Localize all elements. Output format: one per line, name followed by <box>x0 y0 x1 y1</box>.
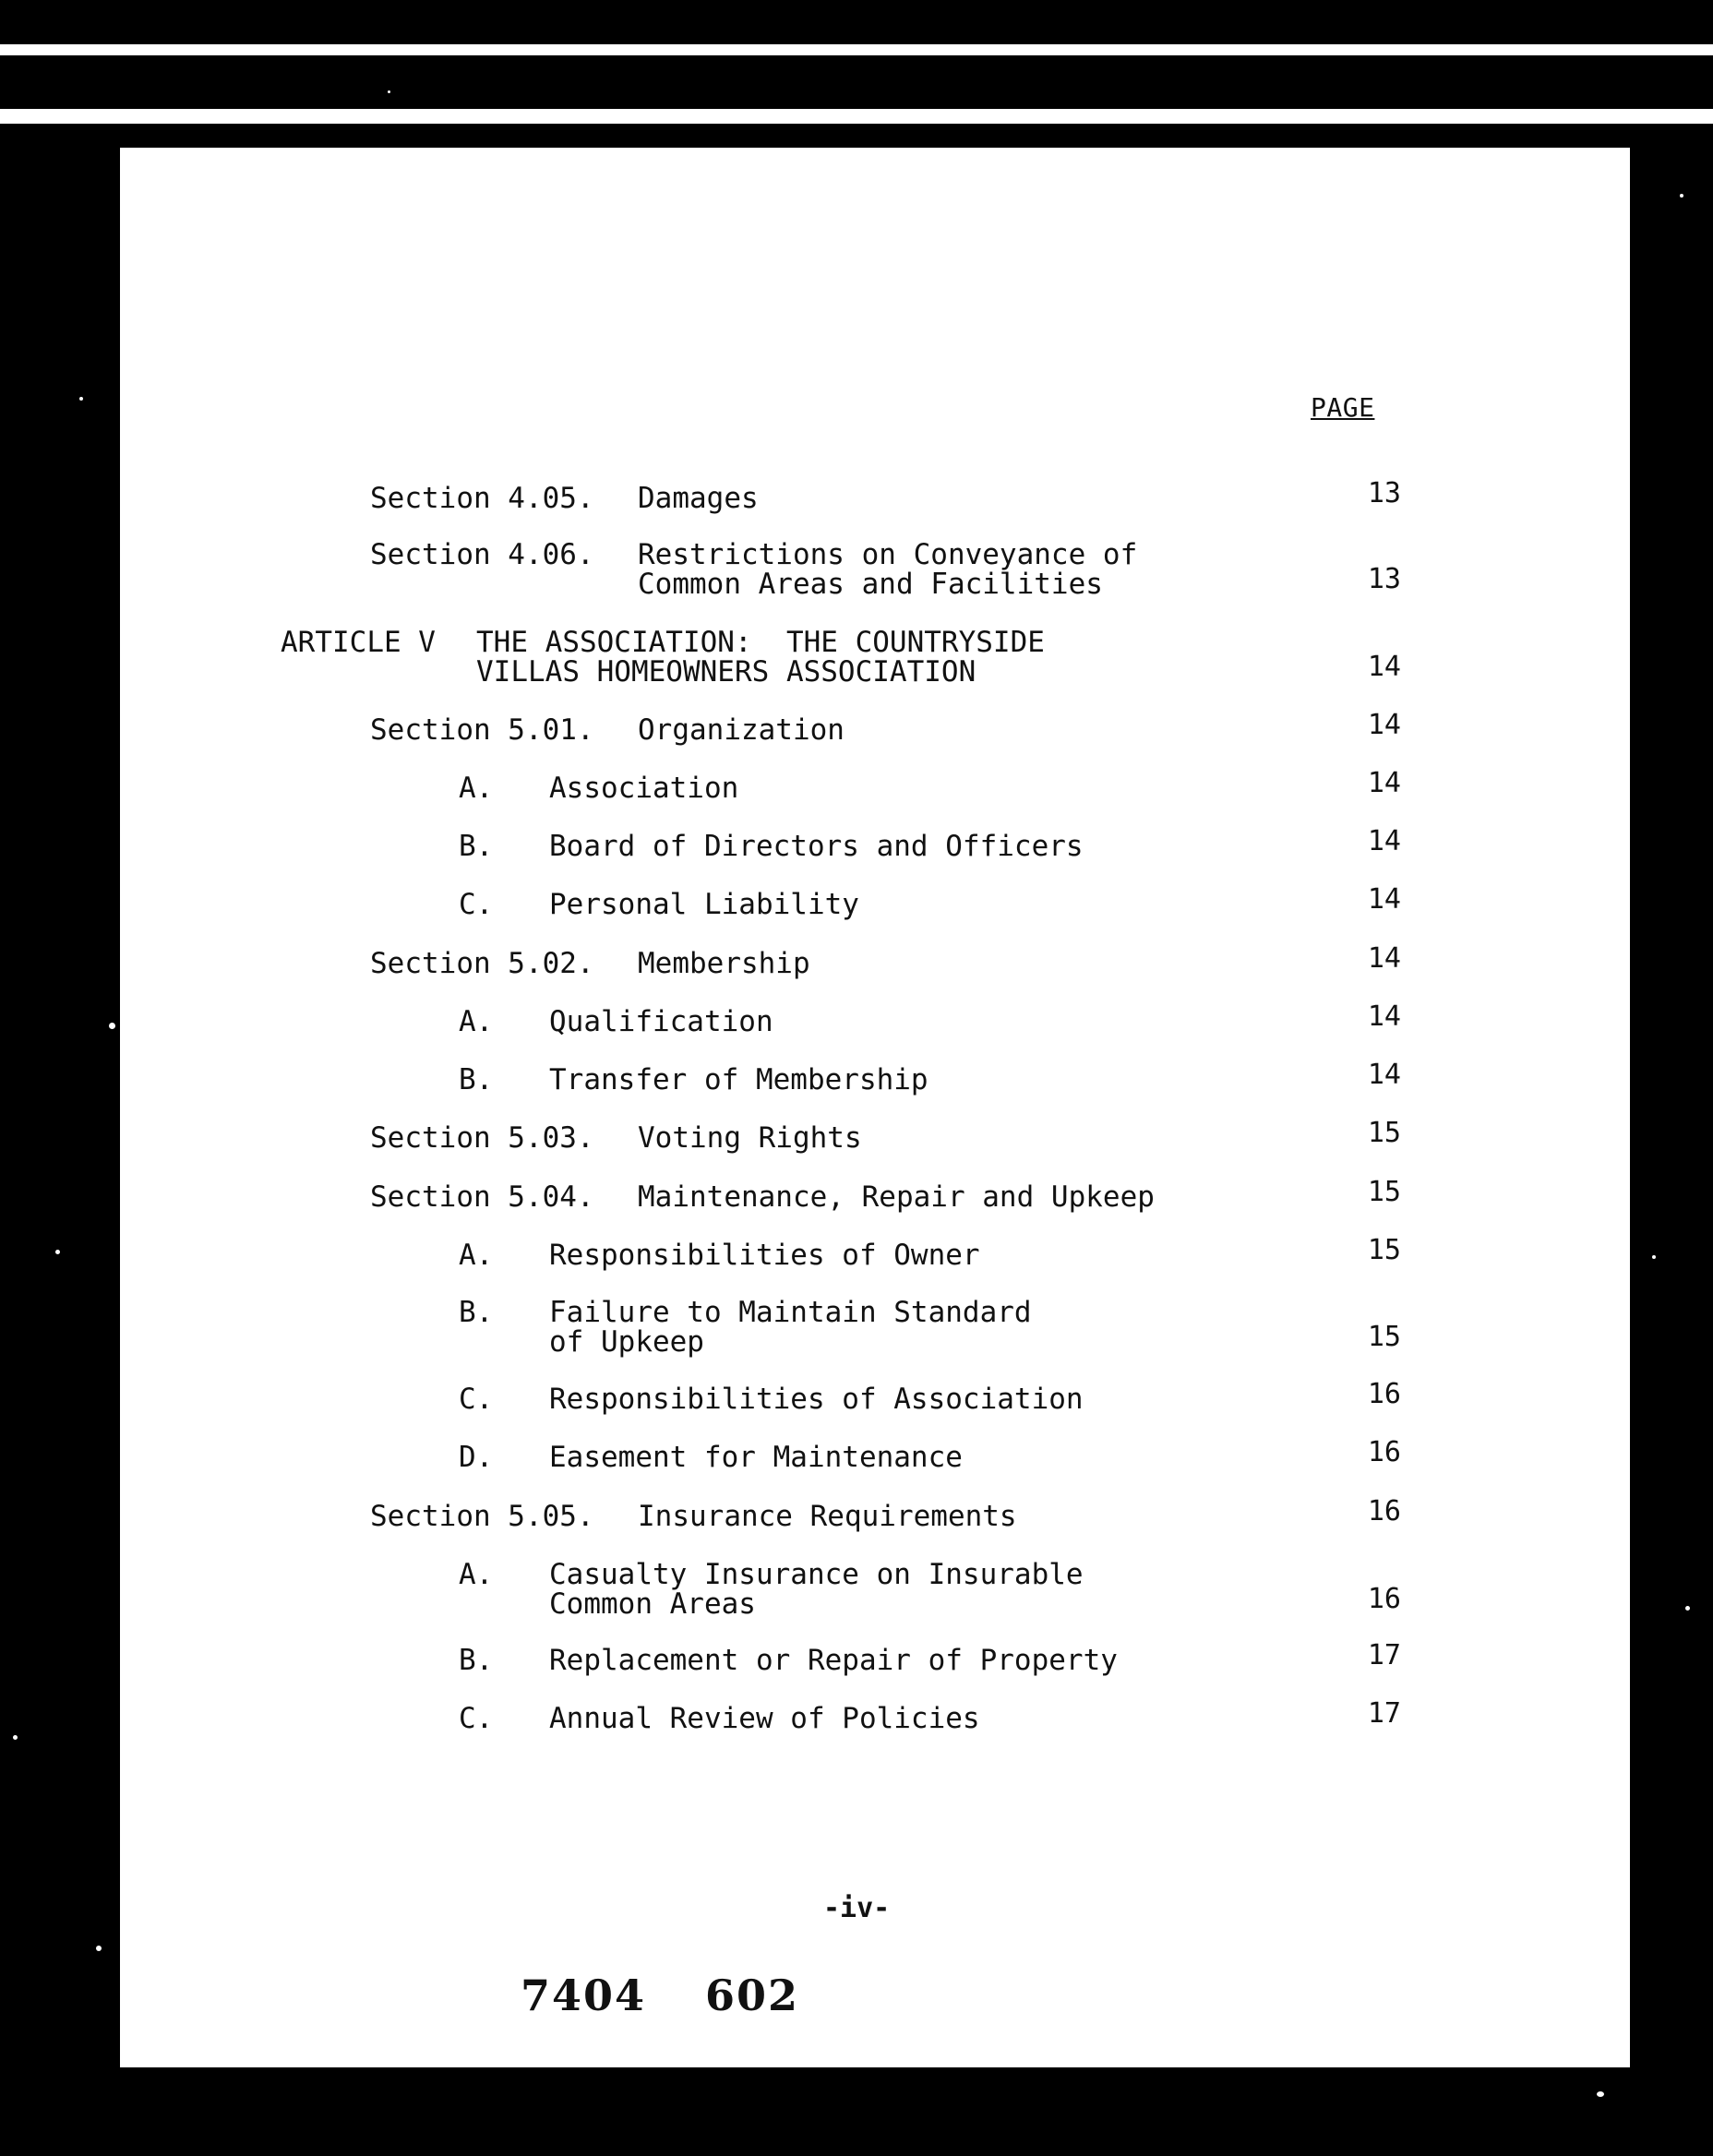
scan-speck <box>1597 2091 1604 2097</box>
toc-entry-page: 14 <box>1367 1000 1401 1033</box>
toc-entry-title: Casualty Insurance on Insurable Common Areas <box>549 1558 1084 1621</box>
toc-entry-title: Responsibilities of Association <box>549 1383 1084 1416</box>
toc-entry-page: 14 <box>1367 883 1401 916</box>
toc-entry-page: 15 <box>1367 1117 1401 1149</box>
toc-entry-page: 14 <box>1367 942 1401 975</box>
toc-entry-number: C. <box>459 888 494 921</box>
toc-entry-page: 16 <box>1367 1495 1401 1527</box>
toc-entry-title: Responsibilities of Owner <box>549 1239 980 1272</box>
toc-entry-title: Association <box>549 772 739 805</box>
toc-entry-number: Section 5.03. <box>370 1121 594 1155</box>
toc-entry-title: THE ASSOCIATION: THE COUNTRYSIDE VILLAS HOMEOWNERS ASSOCIATION <box>476 626 1045 689</box>
document-page <box>120 148 1630 2067</box>
scan-speck <box>388 90 390 93</box>
toc-entry-number: C. <box>459 1383 494 1416</box>
scan-speck <box>1652 1255 1656 1259</box>
toc-entry-page: 15 <box>1367 1234 1401 1266</box>
toc-entry-page: 15 <box>1367 1176 1401 1208</box>
toc-entry-page: 14 <box>1367 651 1401 683</box>
book-number-stamp: 7404 <box>521 1970 647 2020</box>
toc-entry-page: 17 <box>1367 1697 1401 1730</box>
toc-entry-title: Transfer of Membership <box>549 1063 928 1096</box>
scan-speck <box>79 397 83 401</box>
scan-speck <box>109 1023 115 1029</box>
toc-entry-number: A. <box>459 1558 494 1591</box>
toc-entry-page: 14 <box>1367 709 1401 741</box>
toc-entry-title: Failure to Maintain Standard of Upkeep <box>549 1296 1032 1359</box>
scan-speck <box>13 1735 18 1740</box>
page-number-stamp: 602 <box>705 1970 800 2020</box>
toc-entry-number: ARTICLE V <box>281 626 436 659</box>
toc-entry-title: Personal Liability <box>549 888 859 921</box>
toc-entry-number: Section 4.06. <box>370 538 594 571</box>
toc-entry-number: Section 5.05. <box>370 1500 594 1533</box>
toc-entry-number: A. <box>459 1239 494 1272</box>
scan-speck <box>96 1946 102 1951</box>
scan-speck <box>1685 1606 1690 1611</box>
toc-entry-page: 14 <box>1367 1059 1401 1091</box>
toc-entry-page: 14 <box>1367 767 1401 799</box>
toc-entry-number: B. <box>459 1063 494 1096</box>
toc-entry-number: C. <box>459 1702 494 1735</box>
toc-entry-number: A. <box>459 772 494 805</box>
toc-entry-number: B. <box>459 830 494 863</box>
scan-speck <box>55 1250 60 1254</box>
toc-entry-title: Easement for Maintenance <box>549 1441 963 1474</box>
toc-entry-number: D. <box>459 1441 494 1474</box>
toc-entry-title: Board of Directors and Officers <box>549 830 1084 863</box>
toc-entry-title: Voting Rights <box>638 1121 862 1155</box>
toc-entry-number: A. <box>459 1005 494 1038</box>
page-number-roman: -iv- <box>823 1892 891 1924</box>
toc-entry-number: B. <box>459 1644 494 1677</box>
toc-entry-number: Section 5.04. <box>370 1180 594 1214</box>
toc-entry-page: 15 <box>1367 1321 1401 1353</box>
toc-entry-title: Maintenance, Repair and Upkeep <box>638 1180 1155 1214</box>
toc-entry-title: Restrictions on Conveyance of Common Areas and Facilities <box>638 538 1138 601</box>
toc-entry-page: 16 <box>1367 1378 1401 1410</box>
toc-entry-title: Membership <box>638 947 810 980</box>
toc-entry-title: Qualification <box>549 1005 773 1038</box>
toc-entry-title: Damages <box>638 482 759 515</box>
toc-entry-page: 17 <box>1367 1639 1401 1671</box>
toc-entry-page: 16 <box>1367 1583 1401 1615</box>
toc-entry-number: Section 5.02. <box>370 947 594 980</box>
page-column-header: PAGE <box>1311 392 1375 423</box>
scan-speck <box>1680 194 1683 198</box>
toc-entry-title: Insurance Requirements <box>638 1500 1017 1533</box>
toc-entry-number: Section 4.05. <box>370 482 594 515</box>
toc-entry-number: B. <box>459 1296 494 1329</box>
scan-band-lower <box>0 109 1713 124</box>
toc-entry-page: 16 <box>1367 1436 1401 1468</box>
scan-band-top <box>0 44 1713 55</box>
toc-entry-title: Replacement or Repair of Property <box>549 1644 1118 1677</box>
toc-entry-title: Organization <box>638 713 845 747</box>
toc-entry-number: Section 5.01. <box>370 713 594 747</box>
toc-entry-page: 13 <box>1367 563 1401 595</box>
toc-entry-title: Annual Review of Policies <box>549 1702 980 1735</box>
toc-entry-page: 14 <box>1367 825 1401 857</box>
toc-entry-page: 13 <box>1367 477 1401 509</box>
